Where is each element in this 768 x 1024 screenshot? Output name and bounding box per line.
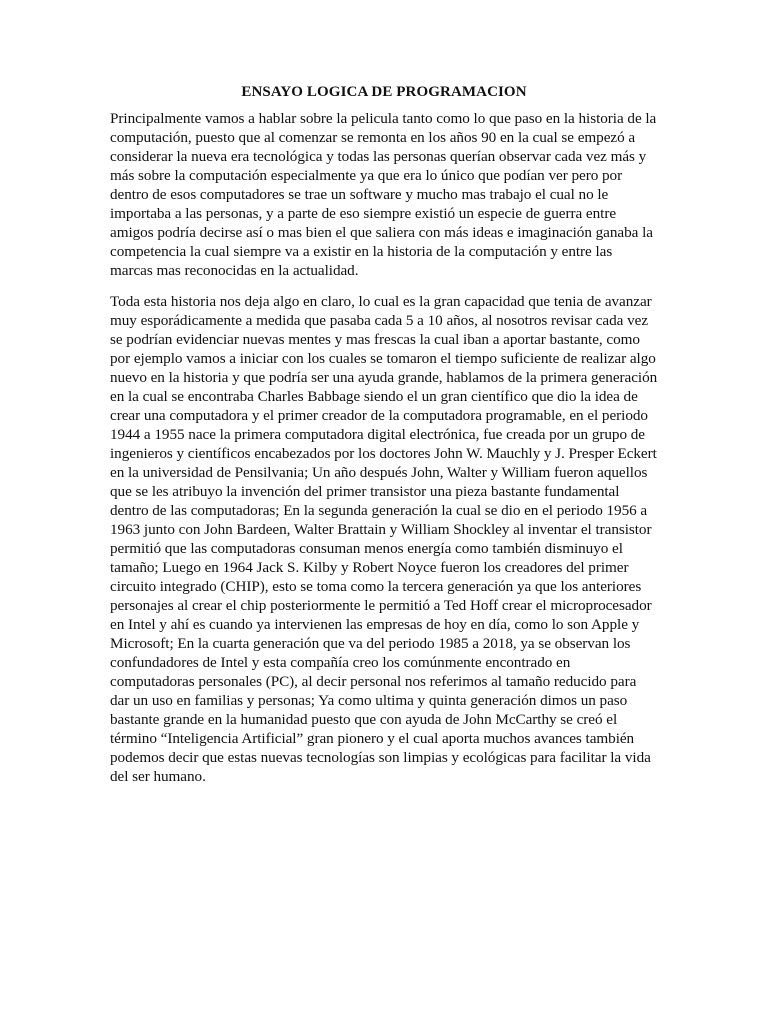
document-body <box>110 84 658 798</box>
paragraph-history: Toda esta historia nos deja algo en claro, lo cual es la gran capacidad que tenia de avanzar muy esporádicamente a medida que pasaba cada 5 a 10 años, al nosotros revisar cada vez se podrían evidenciar nuevas mentes y mas frescas la cual iban a aportar bastante, como por ejemplo vamos a iniciar con los cuales se tomaron el tiempo suficiente de realizar algo nuevo en la historia y que podría ser una ayuda grande, hablamos de la primera generación en la cual se encontraba Charles Babbage siendo el un gran científico que dio la idea de crear una computadora y el primer creador de la computadora programable, en el periodo 1944 a 1955 nace la primera computadora digital electrónica, fue creada por un grupo de ingenieros y científicos encabezados por los doctores John W. Mauchly y J. Presper Eckert en la universidad de Pensilvania; Un año después John, Walter y William fueron aquellos que se les atribuyo la invención del primer transistor una pieza bastante fundamental dentro de las computadoras; En la segunda generación la cual se dio en el periodo 1956 a 1963 junto con John Bardeen, Walter Brattain y William Shockley al inventar el transistor permitió que las computadoras consuman menos energía como también disminuyo el tamaño; Luego en 1964 Jack S. Kilby y Robert Noyce fueron los creadores del primer circuito integrado (CHIP), esto se toma como la tercera generación ya que los anteriores personajes al crear el chip posteriormente le permitió a Ted Hoff crear el microprocesador en Intel y ahí es cuando ya intervienen las empresas de hoy en día, como lo son Apple y Microsoft; En la cuarta generación que va del periodo 1985 a 2018, ya se observan los confundadores de Intel y esta compañía creo los comúnmente encontrado en computadoras personales (PC), al decir personal nos referimos al tamaño reducido para dar un uso en familias y personas; Ya como ultima y quinta generación dimos un paso bastante grande en la humanidad puesto que con ayuda de John McCarthy se creó el término “Inteligencia Artificial” gran pionero y el cual aporta muchos avances también podemos decir que estas nuevas tecnologías son limpias y ecológicas para facilitar la vida del ser humano. <box>110 293 658 785</box>
document-title: ENSAYO LOGICA DE PROGRAMACION <box>241 84 527 100</box>
paragraph-intro: Principalmente vamos a hablar sobre la pelicula tanto como lo que paso en la historia de la computación, puesto que al comenzar se remonta en los años 90 en la cual se empezó a considerar la nueva era tecnológica y todas las personas querían observar cada vez más y más sobre la computación especialmente ya que era lo único que podían ver pero por dentro de esos computadores se trae un software y mucho mas trabajo el cual no le importaba a las personas, y a parte de eso siempre existió un especie de guerra entre amigos podría decirse así o mas bien el que saliera con más ideas e imaginación ganaba la competencia la cual siempre va a existir en la historia de la computación y entre las marcas mas reconocidas en la actualidad. <box>110 110 657 279</box>
